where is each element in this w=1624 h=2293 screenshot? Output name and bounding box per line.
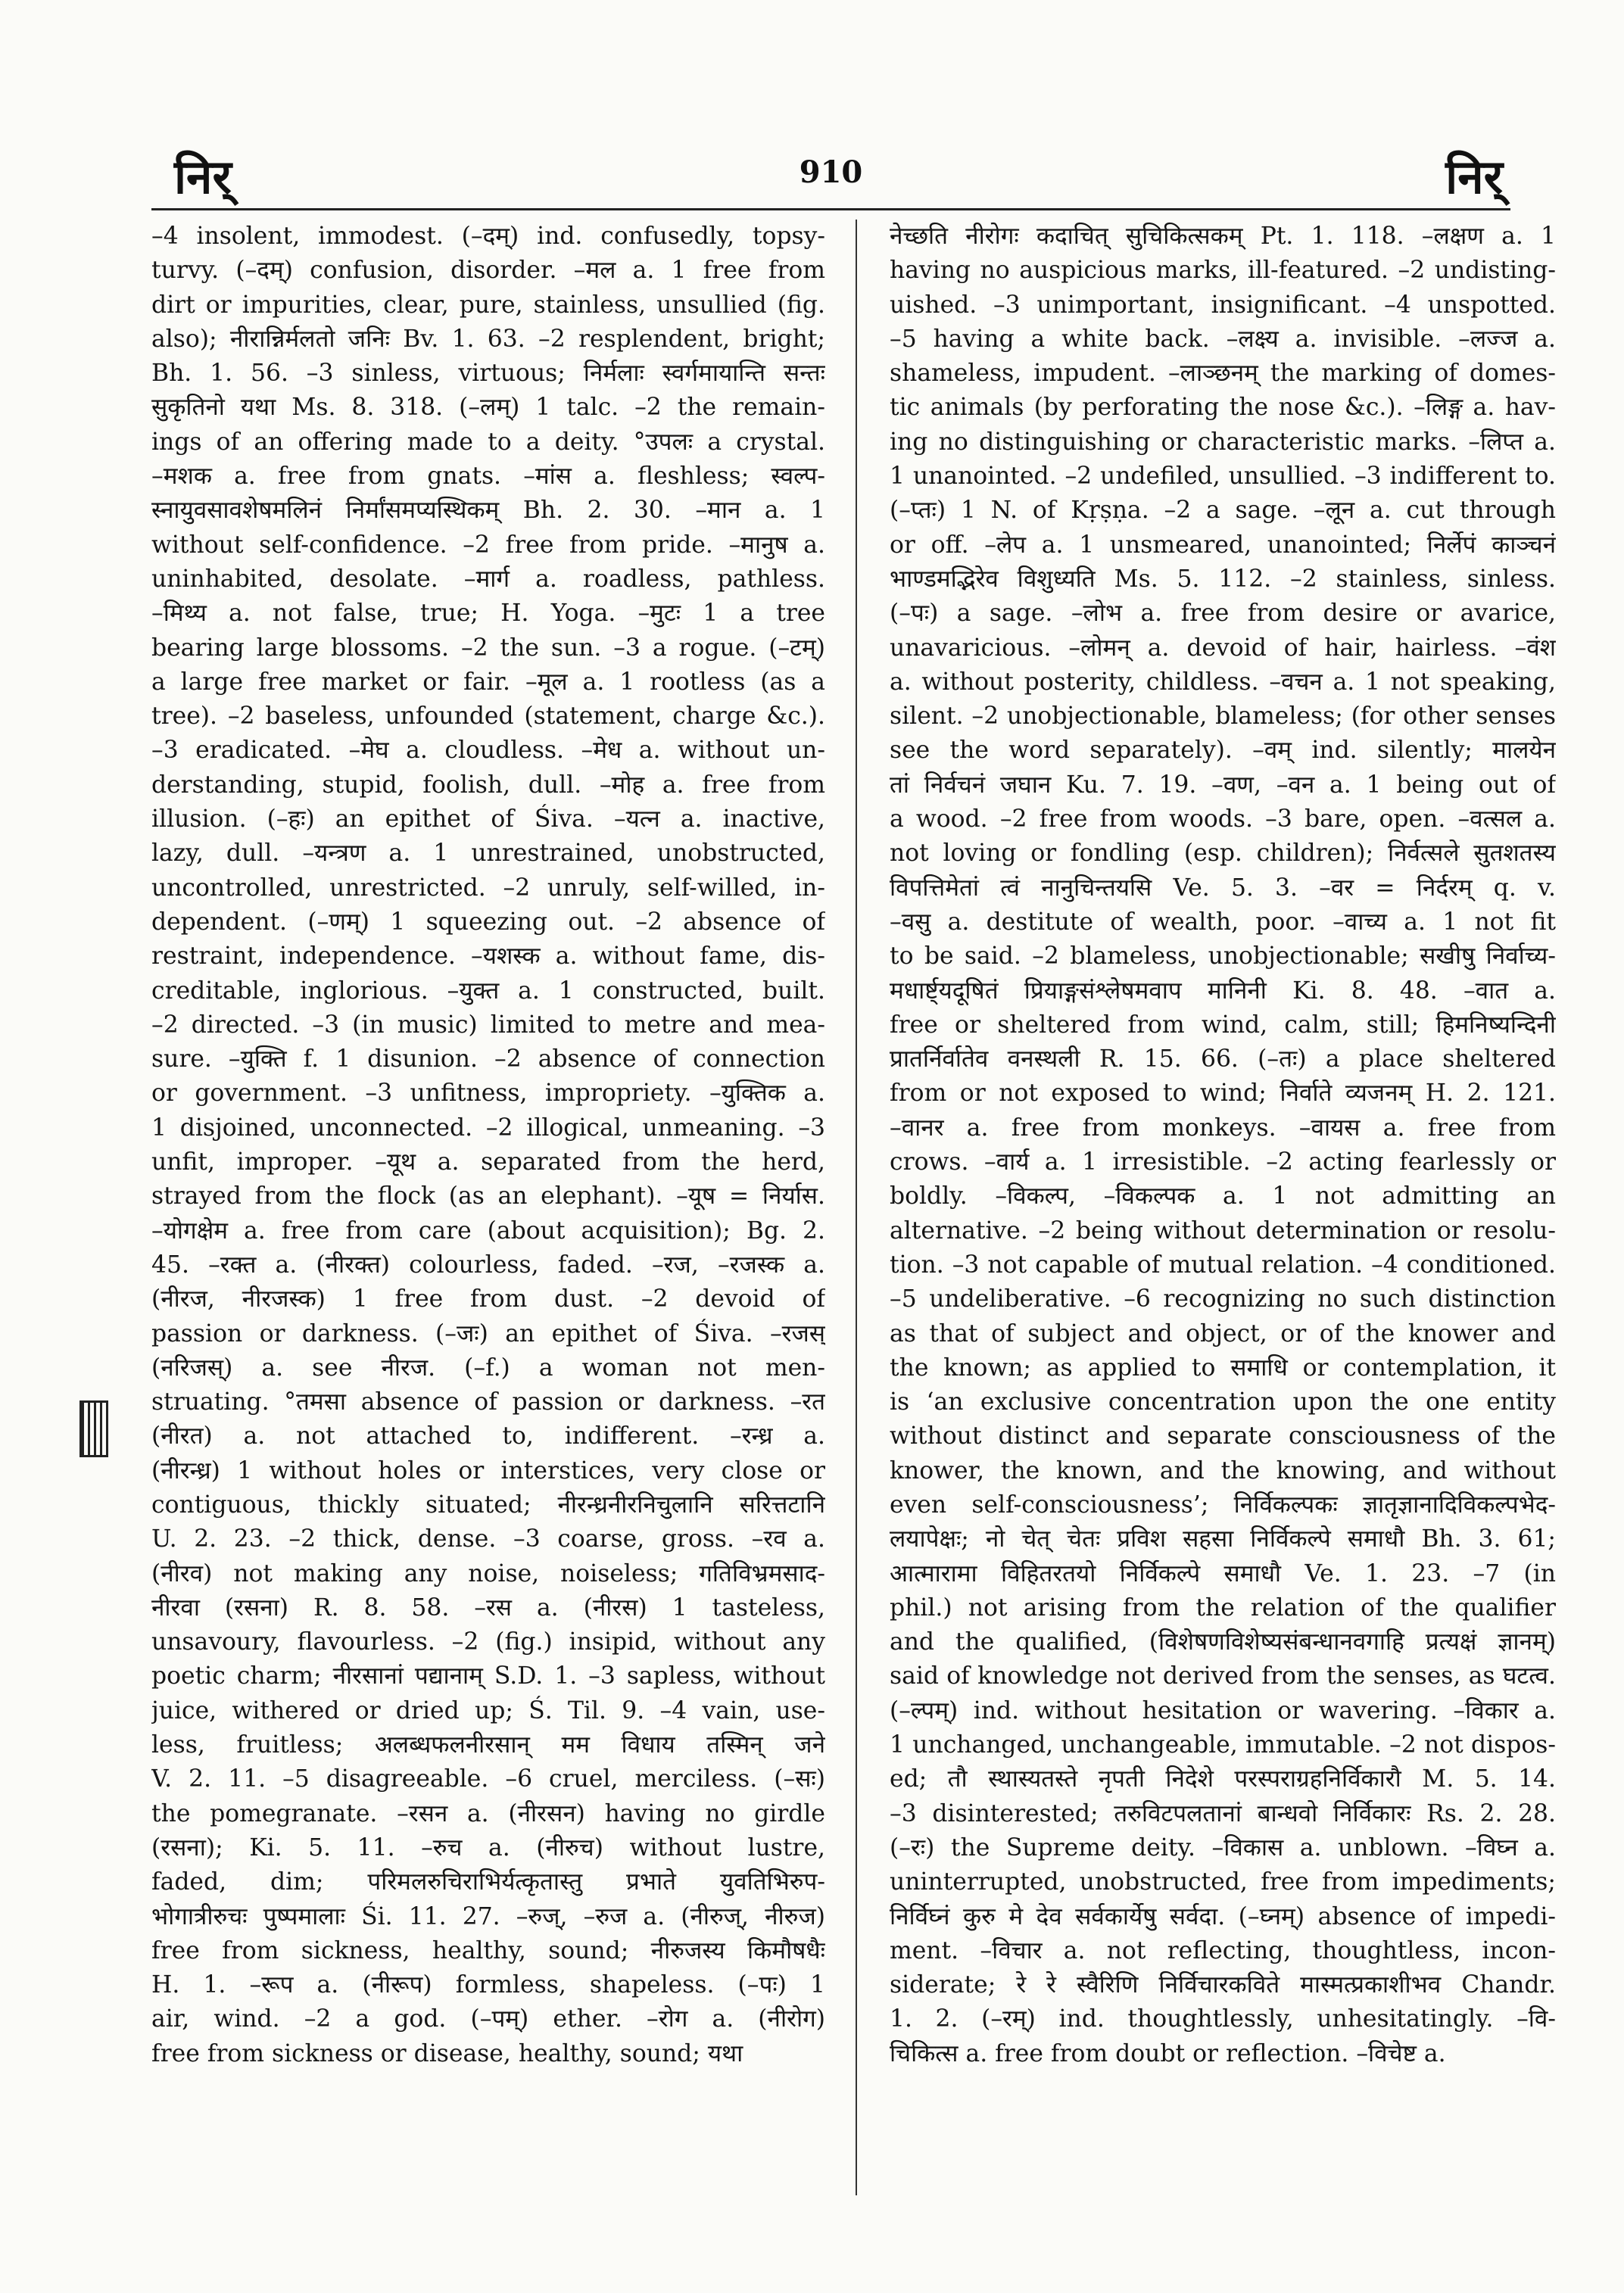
entry-text-line: knower, the known, and the knowing, and without (890, 1456, 1556, 1485)
entry-text-line: illusion. (–हः) an epithet of Śiva. –यत्न a. inactive, (151, 805, 825, 833)
entry-text-line: (नीरव) not making any noise, noiseless; गतिविभ्रमसाद- (151, 1559, 825, 1587)
entry-text-line: प्रातर्निर्वातेव वनस्थली R. 15. 66. (–तः) a place sheltered (890, 1045, 1556, 1073)
entry-text-line: –5 having a white back. –लक्ष्य a. invisible. –लज्ज a. (890, 325, 1556, 353)
entry-text-line: a wood. –2 free from woods. –3 bare, open. –वत्सल a. (890, 805, 1556, 833)
entry-text-line: –वानर a. free from monkeys. –वायस a. free from (890, 1114, 1556, 1142)
entry-text-line: –2 directed. –3 (in music) limited to metre and mea- (151, 1011, 825, 1039)
entry-text-line: is ‘an exclusive concentration upon the one entity (890, 1388, 1556, 1416)
entry-text-line: air, wind. –2 a god. (–पम्) ether. –रोग a. (नीरोग) (151, 2005, 825, 2033)
entry-text-line: tree). –2 baseless, unfounded (statement, charge &c.). (151, 703, 825, 731)
entry-text-line: मधार्ष्ट्यदूषितं प्रियाङ्गसंश्लेषमवाप मानिनी Ki. 8. 48. –वात a. (890, 977, 1556, 1005)
right-running-headword: निर् (1445, 149, 1503, 204)
entry-text-line: see the word separately). –वम् ind. silently; मालयेन (890, 737, 1556, 765)
entry-text-line: derstanding, stupid, foolish, dull. –मोह a. free from (151, 771, 825, 799)
entry-text-line: unavaricious. –लोमन् a. devoid of hair, hairless. –वंश (890, 634, 1556, 662)
entry-text-line: or government. –3 unfitness, impropriety. –युक्तिक a. (151, 1080, 825, 1108)
entry-text-line: bearing large blossoms. –2 the sun. –3 a rogue. (–टम्) (151, 634, 825, 662)
entry-text-line: 45. –रक्त a. (नीरक्त) colourless, faded. –रज, –रजस्क a. (151, 1251, 825, 1279)
entry-text-line: not loving or fondling (esp. children); निर्वत्सले सुतशतस्य (890, 840, 1556, 868)
margin-thumb-index-mark (79, 1400, 108, 1457)
entry-text-line: –मशक a. free from gnats. –मांस a. fleshless; स्वल्प- (151, 463, 825, 491)
entry-text-line: less, fruitless; अलब्धफलनीरसान् मम विधाय तस्मिन् जने (151, 1731, 825, 1759)
entry-text-line: lazy, dull. –यन्त्रण a. 1 unrestrained, unobstructed, (151, 840, 825, 868)
entry-text-line: ing no distinguishing or characteristic marks. –लिप्त a. (890, 428, 1556, 456)
entry-text-line: creditable, inglorious. –युक्त a. 1 constructed, built. (151, 977, 825, 1005)
entry-text-line: (–प्तः) 1 N. of Kṛṣṇa. –2 a sage. –लून a. cut through (890, 497, 1556, 525)
entry-text-line: shameless, impudent. –लाञ्छनम् the marking of domes- (890, 360, 1556, 388)
entry-text-line: boldly. –विकल्प, –विकल्पक a. 1 not admitting an (890, 1182, 1556, 1210)
entry-text-line: silent. –2 unobjectionable, blameless; (for other senses (890, 703, 1556, 731)
entry-text-line: a. without posterity, childless. –वचन a. 1 not speaking, (890, 668, 1556, 696)
page-number: 910 (799, 154, 863, 190)
entry-text-line: faded, dim; परिमलरुचिराभिर्यत्कृतास्तु प्रभाते युवतिभिरुप- (151, 1868, 825, 1896)
entry-text-line: Bh. 1. 56. –3 sinless, virtuous; निर्मलाः स्वर्गमायान्ति सन्तः (151, 360, 825, 388)
entry-text-line: poetic charm; नीरसानां पद्यानाम् S.D. 1. –3 sapless, without (151, 1662, 825, 1690)
entry-text-line: uninterrupted, unobstructed, free from impediments; (890, 1868, 1556, 1896)
left-running-headword: निर् (174, 149, 232, 204)
entry-text-line: uninhabited, desolate. –मार्ग a. roadless, pathless. (151, 565, 825, 593)
entry-text-line: free from sickness or disease, healthy, sound; यथा (151, 2039, 743, 2067)
entry-text-line: (रसना); Ki. 5. 11. –रुच a. (नीरुच) without lustre, (151, 1833, 825, 1862)
entry-text-line: uncontrolled, unrestricted. –2 unruly, self-willed, in- (151, 874, 825, 902)
entry-text-line: –5 undeliberative. –6 recognizing no such distinction (890, 1285, 1556, 1313)
page-header (151, 144, 1510, 212)
entry-text-line: विपत्तिमेतां त्वं नानुचिन्तयसि Ve. 5. 3. –वर = निर्दरम् q. v. (890, 874, 1556, 902)
entry-text-line: –4 insolent, immodest. (–दम्) ind. confusedly, topsy- (151, 223, 825, 250)
entry-text-line: (नरिजस्) a. see नीरज. (–f.) a woman not men- (151, 1354, 825, 1382)
entry-text-line: चिकित्स a. free from doubt or reflection. –विचेष्ट a. (890, 2039, 1446, 2067)
right-column (890, 220, 1556, 2248)
entry-text-line: free from sickness, healthy, sound; नीरुजस्य किमौषधैः (151, 1936, 825, 1964)
entry-text-line: to be said. –2 blameless, unobjectionable; सखीषु निर्वाच्य- (890, 942, 1556, 970)
entry-text-line: contiguous, thickly situated; नीरन्ध्रनीरनिचुलानि सरित्तटानि (151, 1491, 825, 1519)
entry-text-line: U. 2. 23. –2 thick, dense. –3 coarse, gross. –रव a. (151, 1525, 825, 1553)
entry-text-line: 1 unanointed. –2 undefiled, unsullied. –3 indifferent to. (890, 463, 1556, 491)
entry-text-line: आत्मारामा विहितरतयो निर्विकल्पे समाधौ Ve. 1. 23. –7 (in (890, 1559, 1556, 1587)
entry-text-line: नेच्छति नीरोगः कदाचित् सुचिकित्सकम् Pt. 1. 118. –लक्षण a. 1 (890, 223, 1556, 250)
entry-text-line: –3 eradicated. –मेघ a. cloudless. –मेध a. without un- (151, 737, 825, 765)
entry-text-line: dependent. (–णम्) 1 squeezing out. –2 absence of (151, 908, 825, 936)
entry-text-line: a large free market or fair. –मूल a. 1 rootless (as a (151, 668, 825, 696)
entry-text-line: crows. –वार्य a. 1 irresistible. –2 acting fearlessly or (890, 1148, 1556, 1176)
entry-text-line: नीरवा (रसना) R. 8. 58. –रस a. (नीरस) 1 tasteless, (151, 1594, 825, 1622)
entry-text-line: निर्विघ्नं कुरु मे देव सर्वकार्येषु सर्वदा. (–घ्नम्) absence of impedi- (890, 1902, 1556, 1930)
entry-text-line: sure. –युक्ति f. 1 disunion. –2 absence of connection (151, 1045, 825, 1073)
entry-text-line: siderate; रे रे स्वैरिणि निर्विचारकविते मास्मत्प्रकाशीभव Chandr. (890, 1971, 1556, 1999)
entry-text-line: phil.) not arising from the relation of the qualifier (890, 1594, 1556, 1622)
entry-text-line: भाण्डमद्भिरेव विशुध्यति Ms. 5. 112. –2 stainless, sinless. (890, 565, 1556, 593)
entry-text-line: सुकृतिनो यथा Ms. 8. 318. (–लम्) 1 talc. –2 the remain- (151, 394, 825, 422)
entry-text-line: tion. –3 not capable of mutual relation. –4 conditioned. (890, 1251, 1556, 1279)
entry-text-line: ings of an offering made to a deity. °उपलः a crystal. (151, 428, 825, 456)
entry-text-line: V. 2. 11. –5 disagreeable. –6 cruel, merciless. (–सः) (151, 1765, 825, 1793)
entry-text-line: the known; as applied to समाधि or contemplation, it (890, 1354, 1556, 1382)
entry-text-line: H. 1. –रूप a. (नीरूप) formless, shapeless. (–पः) 1 (151, 1971, 825, 1999)
entry-text-line: (नीरन्ध्र) 1 without holes or interstices, very close or (151, 1456, 825, 1485)
entry-text-line: without distinct and separate consciousness of the (890, 1422, 1556, 1450)
left-column (151, 220, 825, 2248)
entry-text-line: 1 disjoined, unconnected. –2 illogical, unmeaning. –3 (151, 1114, 825, 1142)
entry-text-line: (नीरत) a. not attached to, indifferent. –रन्ध्र a. (151, 1422, 825, 1450)
entry-text-line: ed; तौ स्थास्यतस्ते नृपती निदेशे परस्पराग्रहनिर्विकारौ M. 5. 14. (890, 1765, 1556, 1793)
entry-text-line: लयापेक्षः; नो चेत् चेतः प्रविश सहसा निर्विकल्पे समाधौ Bh. 3. 61; (890, 1525, 1556, 1553)
column-divider (856, 220, 857, 2195)
entry-text-line: भोगात्रीरुचः पुष्पमालाः Śi. 11. 27. –रुज्, –रुज a. (नीरुज्, नीरुज) (151, 1902, 825, 1930)
entry-text-line: 1 unchanged, unchangeable, immutable. –2 not dispos- (890, 1731, 1556, 1759)
entry-text-line: unfit, improper. –यूथ a. separated from the herd, (151, 1148, 825, 1176)
entry-text-line: alternative. –2 being without determination or resolu- (890, 1217, 1556, 1245)
entry-text-line: –मिथ्य a. not false, true; H. Yoga. –मुटः 1 a tree (151, 600, 825, 628)
entry-text-line: or off. –लेप a. 1 unsmeared, unanointed; निर्लेपं काञ्चनं (890, 531, 1556, 559)
entry-text-line: –3 disinterested; तरुविटपलतानां बान्धवो निर्विकारः Rs. 2. 28. (890, 1799, 1556, 1827)
entry-text-line: from or not exposed to wind; निर्वाते व्यजनम् H. 2. 121. (890, 1080, 1556, 1108)
header-rule (151, 208, 1510, 210)
entry-text-line: as that of subject and object, or of the knower and (890, 1319, 1556, 1347)
entry-text-line: struating. °तमसा absence of passion or darkness. –रत (151, 1388, 825, 1416)
entry-text-line: having no auspicious marks, ill-featured. –2 undisting- (890, 257, 1556, 285)
entry-text-line: तां निर्वचनं जघान Ku. 7. 19. –वण, –वन a. 1 being out of (890, 771, 1556, 799)
entry-text-line: and the qualified, (विशेषणविशेष्यसंबन्धानवगाहि प्रत्यक्षं ज्ञानम्) (890, 1628, 1556, 1656)
entry-text-line: (नीरज, नीरजस्क) 1 free from dust. –2 devoid of (151, 1285, 825, 1313)
entry-text-line: strayed from the flock (as an elephant). –यूष = निर्यास. (151, 1182, 825, 1210)
entry-text-line: –योगक्षेम a. free from care (about acquisition); Bg. 2. (151, 1217, 825, 1245)
entry-text-line: (–ल्पम्) ind. without hesitation or wavering. –विकार a. (890, 1696, 1556, 1724)
entry-text-line: free or sheltered from wind, calm, still; हिमनिष्यन्दिनी (890, 1011, 1556, 1039)
entry-text-line: ment. –विचार a. not reflecting, thoughtless, incon- (890, 1936, 1556, 1964)
entry-text-line: restraint, independence. –यशस्क a. without fame, dis- (151, 942, 825, 970)
entry-text-line: passion or darkness. (–जः) an epithet of Śiva. –रजस् (151, 1319, 825, 1347)
entry-text-line: tic animals (by perforating the nose &c.). –लिङ्ग a. hav- (890, 394, 1556, 422)
entry-text-line: –वसु a. destitute of wealth, poor. –वाच्य a. 1 not fit (890, 908, 1556, 936)
entry-text-line: unsavoury, flavourless. –2 (fig.) insipid, without any (151, 1628, 825, 1656)
entry-text-line: juice, withered or dried up; Ś. Til. 9. –4 vain, use- (151, 1696, 825, 1724)
entry-text-line: 1. 2. (–रम्) ind. thoughtlessly, unhesitatingly. –वि- (890, 2005, 1556, 2033)
entry-text-line: (–रः) the Supreme deity. –विकास a. unblown. –विघ्न a. (890, 1833, 1556, 1862)
entry-text-line: said of knowledge not derived from the senses, as घटत्व. (890, 1662, 1556, 1690)
entry-text-line: without self-confidence. –2 free from pride. –मानुष a. (151, 531, 825, 559)
entry-text-line: also); नीरान्निर्मलतो जनिः Bv. 1. 63. –2 resplendent, bright; (151, 325, 825, 353)
entry-text-line: uished. –3 unimportant, insignificant. –4 unspotted. (890, 291, 1556, 319)
entry-text-line: even self-consciousness’; निर्विकल्पकः ज्ञातृज्ञानादिविकल्पभेद- (890, 1491, 1556, 1519)
entry-text-line: the pomegranate. –रसन a. (नीरसन) having no girdle (151, 1799, 825, 1827)
entry-text-line: dirt or impurities, clear, pure, stainless, unsullied (fig. (151, 291, 825, 319)
entry-text-line: स्नायुवसावशेषमलिनं निर्मांसमप्यस्थिकम् Bh. 2. 30. –मान a. 1 (151, 497, 825, 525)
entry-text-line: (–पः) a sage. –लोभ a. free from desire or avarice, (890, 600, 1556, 628)
entry-text-line: turvy. (–दम्) confusion, disorder. –मल a. 1 free from (151, 257, 825, 285)
